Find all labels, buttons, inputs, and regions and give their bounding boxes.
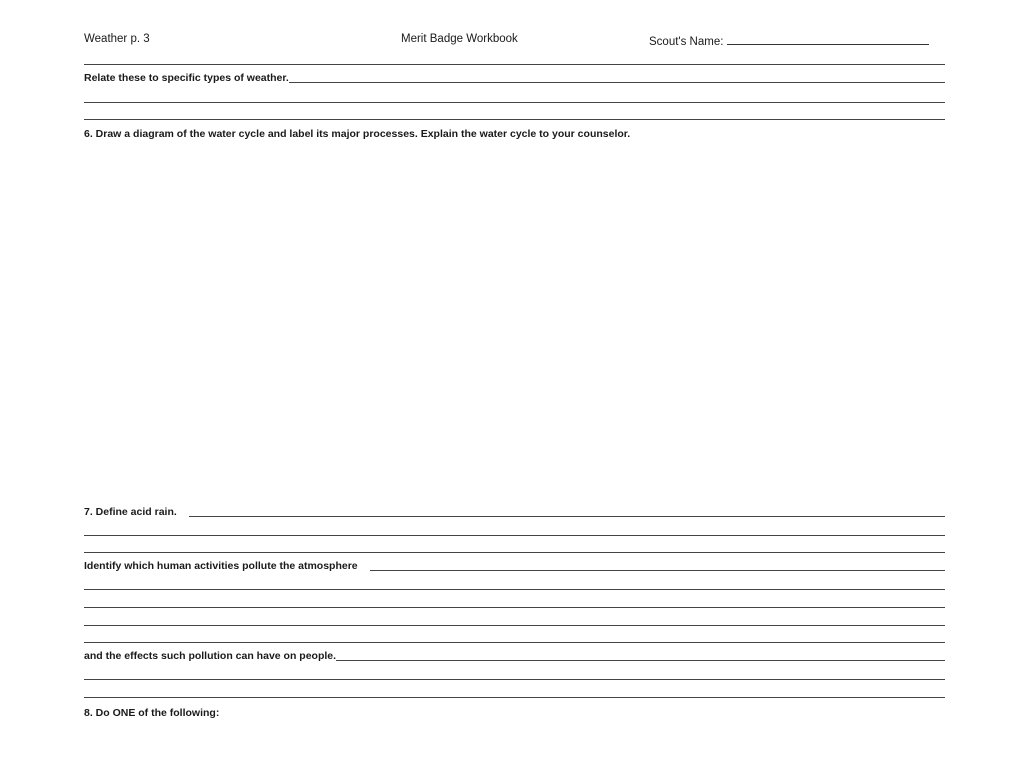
scout-name-label: Scout's Name:: [649, 36, 724, 48]
answer-line: [84, 535, 945, 536]
relate-question: [84, 70, 945, 86]
answer-line: [189, 516, 945, 517]
answer-line: [84, 679, 945, 680]
question-6: 6. Draw a diagram of the water cycle and label its major processes. Explain the water cycle to your counselor.: [84, 128, 631, 140]
answer-line: [84, 64, 945, 65]
q7-text: 7. Define acid rain.: [84, 506, 177, 518]
page-label: Weather p. 3: [84, 33, 150, 45]
page-header: [84, 33, 952, 49]
effects-text: and the effects such pollution can have on people.: [84, 650, 337, 662]
relate-text: Relate these to specific types of weather.: [84, 72, 289, 84]
answer-line: [84, 642, 945, 643]
workbook-title: Merit Badge Workbook: [401, 33, 518, 45]
identify-question: [84, 558, 945, 574]
answer-line: [336, 660, 945, 661]
answer-line: [84, 697, 945, 698]
answer-line: [84, 119, 945, 120]
scout-name-line: [727, 33, 929, 45]
answer-line: [84, 102, 945, 103]
answer-line: [84, 607, 945, 608]
effects-question: [84, 648, 945, 664]
identify-text: Identify which human activities pollute the atmosphere: [84, 560, 358, 572]
answer-line: [84, 552, 945, 553]
answer-line: [289, 82, 945, 83]
scout-name-field: [649, 33, 929, 48]
answer-line: [370, 570, 945, 571]
question-7: [84, 504, 945, 520]
question-8: 8. Do ONE of the following:: [84, 707, 220, 719]
answer-line: [84, 589, 945, 590]
answer-line: [84, 625, 945, 626]
